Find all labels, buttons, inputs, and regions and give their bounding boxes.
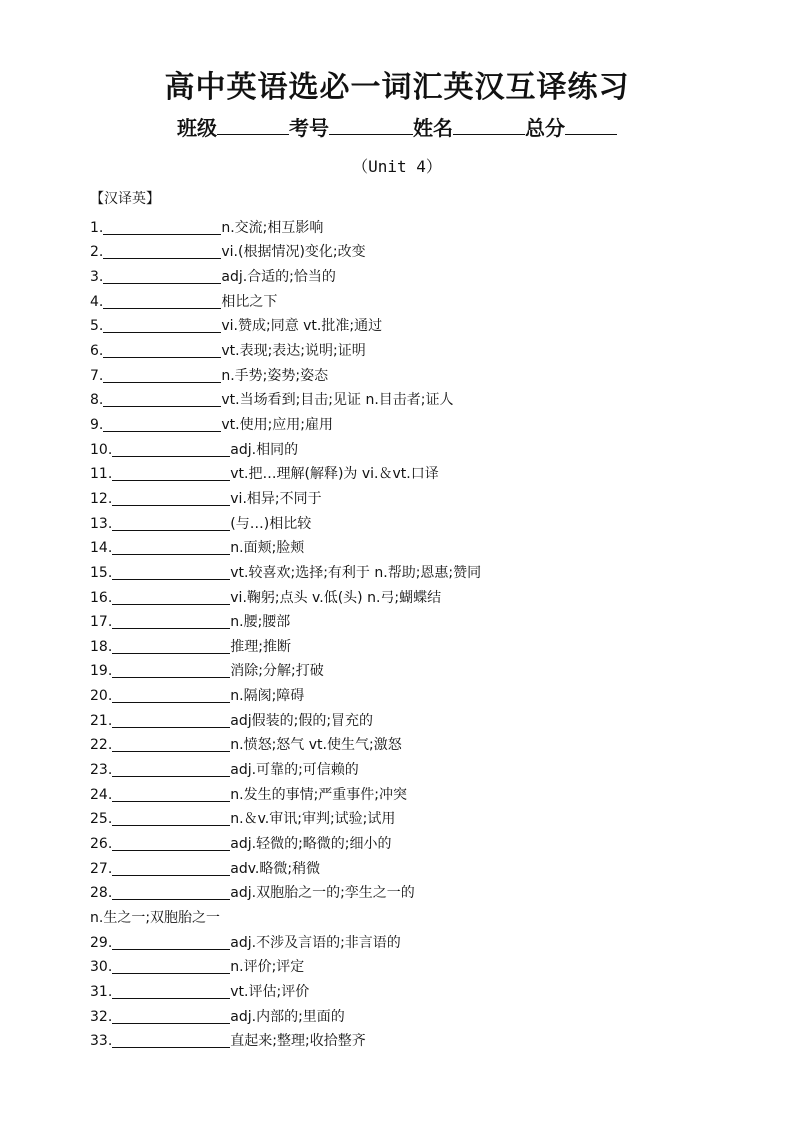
list-item [90, 335, 770, 360]
item-definition: 相比之下 [221, 293, 278, 310]
list-item [90, 533, 770, 558]
answer-blank[interactable] [112, 982, 230, 999]
answer-blank[interactable] [103, 415, 221, 432]
list-item [90, 385, 770, 410]
item-definition: 消除;分解;打破 [230, 663, 324, 680]
list-item [90, 631, 770, 656]
list-item [90, 434, 770, 459]
item-definition: n.隔阂;障碍 [230, 688, 305, 705]
item-number: 14. [90, 540, 113, 557]
answer-blank[interactable] [103, 218, 221, 235]
item-definition: vi.鞠躬;点头 v.低(头) n.弓;蝴蝶结 [230, 589, 442, 606]
item-number: 30. [90, 959, 113, 976]
item-definition: vt.使用;应用;雇用 [221, 416, 334, 433]
answer-blank[interactable] [112, 538, 230, 555]
item-number: 3. [90, 268, 104, 285]
exercise-list [90, 212, 770, 1050]
list-item [90, 853, 770, 878]
list-item [90, 508, 770, 533]
name-label: 姓名 [413, 116, 453, 140]
score-label: 总分 [525, 116, 565, 140]
item-definition: n.评价;评定 [230, 959, 305, 976]
item-definition: adj.轻微的;略微的;细小的 [230, 836, 392, 853]
item-number: 9. [90, 416, 104, 433]
item-definition: n.发生的事情;严重事件;冲突 [230, 786, 408, 803]
item-number: 24. [90, 786, 113, 803]
list-item [90, 1001, 770, 1026]
answer-blank[interactable] [103, 366, 221, 383]
answer-blank[interactable] [103, 390, 221, 407]
answer-blank[interactable] [103, 267, 221, 284]
list-item [90, 656, 770, 681]
section-heading: 【汉译英】 [90, 191, 160, 207]
item-definition: adj.不涉及言语的;非言语的 [230, 934, 401, 951]
list-item [90, 582, 770, 607]
answer-blank[interactable] [112, 809, 230, 826]
item-number: 32. [90, 1008, 113, 1025]
item-number: 18. [90, 638, 113, 655]
item-definition: vt.把…理解(解释)为 vi.＆vt.口译 [230, 466, 439, 483]
item-definition: vt.较喜欢;选择;有利于 n.帮助;恩惠;赞同 [230, 564, 482, 581]
item-number: 19. [90, 663, 113, 680]
list-item [90, 1026, 770, 1051]
answer-blank[interactable] [112, 563, 230, 580]
item-definition: vi.相异;不同于 [230, 490, 322, 507]
answer-blank[interactable] [112, 834, 230, 851]
list-item [90, 680, 770, 705]
answer-blank[interactable] [112, 883, 230, 900]
item-definition: 推理;推断 [230, 638, 291, 655]
item-number: 1. [90, 219, 104, 236]
item-number: 16. [90, 589, 113, 606]
answer-blank[interactable] [112, 612, 230, 629]
item-number: 8. [90, 392, 104, 409]
list-item [90, 878, 770, 903]
item-number: 17. [90, 614, 113, 631]
item-number: 10. [90, 441, 113, 458]
item-definition: vi.赞成;同意 vt.批准;通过 [221, 318, 383, 335]
list-item [90, 779, 770, 804]
item-definition: vi.(根据情况)变化;改变 [221, 244, 366, 261]
list-item [90, 952, 770, 977]
answer-blank[interactable] [112, 661, 230, 678]
item-number: 33. [90, 1033, 113, 1050]
score-blank[interactable] [565, 116, 617, 135]
name-blank[interactable] [453, 116, 525, 135]
class-blank[interactable] [217, 116, 289, 135]
item-definition: n.交流;相互影响 [221, 219, 324, 236]
item-definition: vt.评估;评价 [230, 984, 310, 1000]
answer-blank[interactable] [112, 440, 230, 457]
list-item [90, 261, 770, 286]
item-number: 20. [90, 688, 113, 705]
answer-blank[interactable] [112, 588, 230, 605]
answer-blank[interactable] [112, 686, 230, 703]
item-definition: adj.可靠的;可信赖的 [230, 762, 359, 779]
item-number: 28. [90, 885, 113, 902]
unit-heading: （Unit 4） [352, 157, 442, 176]
answer-blank[interactable] [103, 292, 221, 309]
item-number: 11. [90, 466, 113, 483]
item-definition: vt.表现;表达;说明;证明 [221, 342, 366, 359]
answer-blank[interactable] [112, 464, 230, 481]
answer-blank[interactable] [112, 489, 230, 506]
list-item [90, 237, 770, 262]
item-definition: n.愤怒;怒气 vt.使生气;激怒 [230, 737, 402, 754]
list-item [90, 459, 770, 484]
item-28-continuation: n.生之一;双胞胎之一 [90, 910, 221, 927]
item-definition: adj.内部的;里面的 [230, 1008, 345, 1025]
list-item [90, 607, 770, 632]
answer-blank[interactable] [103, 242, 221, 259]
item-number: 4. [90, 293, 104, 310]
answer-blank[interactable] [112, 933, 230, 950]
item-definition: adj.双胞胎之一的;孪生之一的 [230, 885, 415, 902]
item-number: 2. [90, 244, 104, 261]
number-blank[interactable] [329, 116, 413, 135]
class-label: 班级 [177, 116, 217, 140]
item-definition: n.手势;姿势;姿态 [221, 367, 329, 384]
list-item [90, 976, 770, 1001]
item-number: 6. [90, 342, 104, 359]
answer-blank[interactable] [112, 1031, 230, 1048]
item-definition: vt.当场看到;目击;见证 n.目击者;证人 [221, 392, 454, 409]
item-number: 23. [90, 762, 113, 779]
item-number: 27. [90, 860, 113, 877]
item-number: 31. [90, 984, 113, 1000]
answer-blank[interactable] [112, 735, 230, 752]
answer-blank[interactable] [103, 316, 221, 333]
answer-blank[interactable] [112, 859, 230, 876]
item-number: 29. [90, 934, 113, 951]
list-item [90, 212, 770, 237]
item-definition: adj.合适的;恰当的 [221, 268, 336, 285]
item-definition: (与…)相比较 [230, 515, 312, 532]
list-item [90, 804, 770, 829]
item-number: 15. [90, 564, 113, 581]
list-item [90, 754, 770, 779]
item-definition: n.面颊;脸颊 [230, 540, 305, 557]
answer-blank[interactable] [112, 1007, 230, 1024]
list-item [90, 828, 770, 853]
item-number: 26. [90, 836, 113, 853]
list-item [90, 927, 770, 952]
item-definition: adj假装的;假的;冒充的 [230, 712, 374, 729]
number-label: 考号 [289, 116, 329, 140]
answer-blank[interactable] [112, 760, 230, 777]
answer-blank[interactable] [112, 785, 230, 802]
answer-blank[interactable] [112, 957, 230, 974]
item-number: 22. [90, 737, 113, 754]
item-number: 12. [90, 490, 113, 507]
list-item [90, 360, 770, 385]
answer-blank[interactable] [112, 514, 230, 531]
list-item [90, 409, 770, 434]
item-definition: adj.相同的 [230, 441, 299, 458]
list-item [90, 557, 770, 582]
list-item [90, 730, 770, 755]
item-definition: adv.略微;稍微 [230, 860, 321, 877]
item-definition: n.＆v.审讯;审判;试验;试用 [230, 811, 396, 828]
item-number: 5. [90, 318, 104, 335]
list-item [90, 286, 770, 311]
student-info-row [0, 112, 794, 141]
list-item [90, 705, 770, 730]
answer-blank[interactable] [112, 637, 230, 654]
item-number: 21. [90, 712, 113, 729]
page-title: 高中英语选必一词汇英汉互译练习 [164, 70, 630, 105]
item-number: 13. [90, 515, 113, 532]
list-item [90, 483, 770, 508]
item-number: 25. [90, 811, 113, 828]
item-definition: n.腰;腰部 [230, 614, 291, 631]
item-number: 7. [90, 367, 104, 384]
answer-blank[interactable] [112, 711, 230, 728]
list-item [90, 311, 770, 336]
answer-blank[interactable] [103, 341, 221, 358]
item-definition: 直起来;整理;收拾整齐 [230, 1033, 366, 1050]
